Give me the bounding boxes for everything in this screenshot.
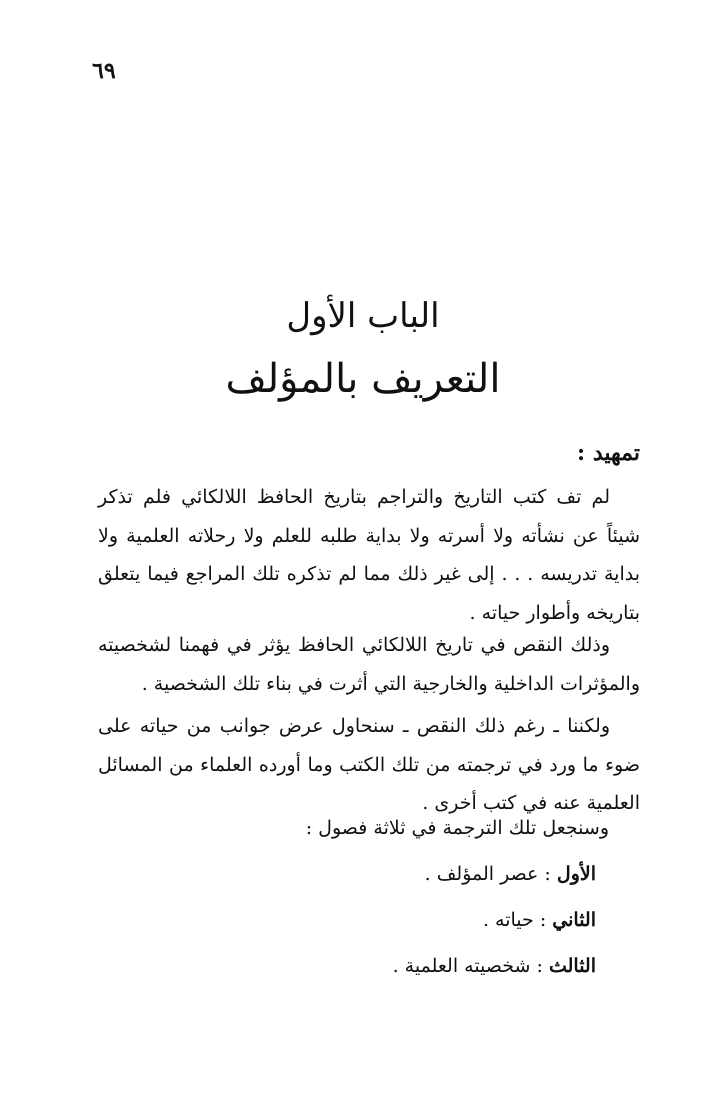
section-text: : عصر المؤلف .	[424, 863, 551, 885]
section-item	[483, 909, 596, 931]
paragraph-2: وذلك النقص في تاريخ اللالكائي الحافظ يؤثر في فهمنا لشخصيته والمؤثرات الداخلية والخارجية التي أثرت في بناء تلك الشخصية .	[98, 634, 640, 695]
chapter-title: الباب الأول	[286, 296, 440, 336]
sections-intro: وسنجعل تلك الترجمة في ثلاثة فصول :	[305, 817, 609, 839]
section-text: : حياته .	[482, 909, 547, 931]
section-label: الثاني	[552, 909, 596, 931]
paragraph-1: لم تف كتب التاريخ والتراجم بتاريخ الحافظ اللالكائي فلم تذكر شيئاً عن نشأته ولا أسرته ولا بداية طلبه للعلم ولا رحلاته العلمية ولا بداية تدريسه . . . إلى غير ذلك مما لم تذكره تلك المراجع فيما يتعلق بتاريخه وأطوار حياته .	[98, 486, 640, 624]
paragraph-3: ولكننا ـ رغم ذلك النقص ـ سنحاول عرض جوانب من حياته على ضوء ما ورد في ترجمته من تلك الكتب وما أورده العلماء من المسائل العلمية عنه في كتب أخرى .	[98, 715, 640, 814]
chapter-subtitle: التعريف بالمؤلف	[225, 356, 501, 402]
page-number: ٦٩	[92, 58, 116, 84]
section-text: : شخصيته العلمية .	[392, 955, 543, 977]
section-item	[393, 955, 596, 977]
section-item	[425, 863, 596, 885]
intro-heading: تمهيد :	[577, 440, 640, 466]
section-label: الأول	[556, 863, 596, 885]
section-label: الثالث	[548, 955, 596, 977]
